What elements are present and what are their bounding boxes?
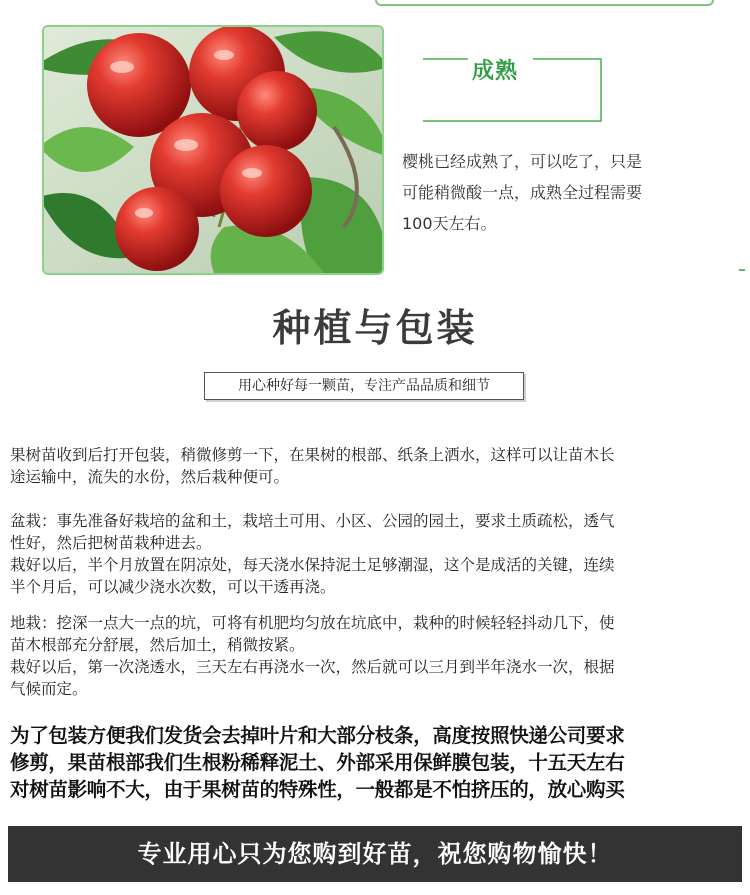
packaging-note-line: 对树苗影响不大，由于果树苗的特殊性，一般都是不怕挤压的，放心购买 xyxy=(10,778,625,801)
ripe-description-line: 可能稍微酸一点，成熟全过程需要 xyxy=(402,183,643,202)
ripe-description-line: 樱桃已经成熟了，可以吃了，只是 xyxy=(402,152,643,171)
ripe-description xyxy=(402,146,692,239)
packaging-note-line: 为了包装方便我们发货会去掉叶片和大部分枝条，高度按照快递公司要求 xyxy=(10,724,625,747)
planting-section-title-text: 种植与包装 xyxy=(272,305,478,350)
ripe-title: 成熟 xyxy=(472,59,519,84)
paragraph-unpacking xyxy=(10,444,738,488)
divider-mark xyxy=(739,269,745,271)
paragraph-line: 性好，然后把树苗栽种进去。 xyxy=(10,534,212,552)
paragraph-line: 苗木根部充分舒展，然后加土，稍微按紧。 xyxy=(10,636,305,654)
packaging-note xyxy=(10,722,745,803)
paragraph-line: 途运输中，流失的水份，然后栽种便可。 xyxy=(10,468,290,486)
paragraph-pot-planting xyxy=(10,510,738,598)
ripe-description-line: 100天左右。 xyxy=(402,214,497,233)
paragraph-line: 气候而定。 xyxy=(10,680,88,698)
paragraph-line: 半个月后，可以减少浇水次数，可以干透再浇。 xyxy=(10,578,336,596)
paragraph-line: 地栽：挖深一点大一点的坑，可将有机肥均匀放在坑底中，栽种的时候轻轻抖动几下，使 xyxy=(10,614,615,632)
cherry-photo xyxy=(42,25,384,275)
paragraph-ground-planting xyxy=(10,612,738,700)
planting-subtitle: 用心种好每一颗苗，专注产品品质和细节 xyxy=(204,372,524,400)
bottom-banner: 专业用心只为您购到好苗，祝您购物愉快！ xyxy=(8,826,742,882)
planting-section-title xyxy=(0,297,750,352)
paragraph-line: 栽好以后，第一次浇透水，三天左右再浇水一次，然后就可以三月到半年浇水一次，根据 xyxy=(10,658,615,676)
paragraph-line: 盆栽：事先准备好栽培的盆和土，栽培土可用、小区、公园的园土，要求土质疏松，透气 xyxy=(10,512,615,530)
paragraph-line: 果树苗收到后打开包装，稍微修剪一下，在果树的根部、纸条上洒水，这样可以让苗木长 xyxy=(10,446,615,464)
top-decorative-frame xyxy=(375,0,714,6)
packaging-note-line: 修剪，果苗根部我们生根粉稀释泥土、外部采用保鲜膜包装，十五天左右 xyxy=(10,751,625,774)
paragraph-line: 栽好以后，半个月放置在阴凉处，每天浇水保持泥土足够潮湿，这个是成活的关键，连续 xyxy=(10,556,615,574)
